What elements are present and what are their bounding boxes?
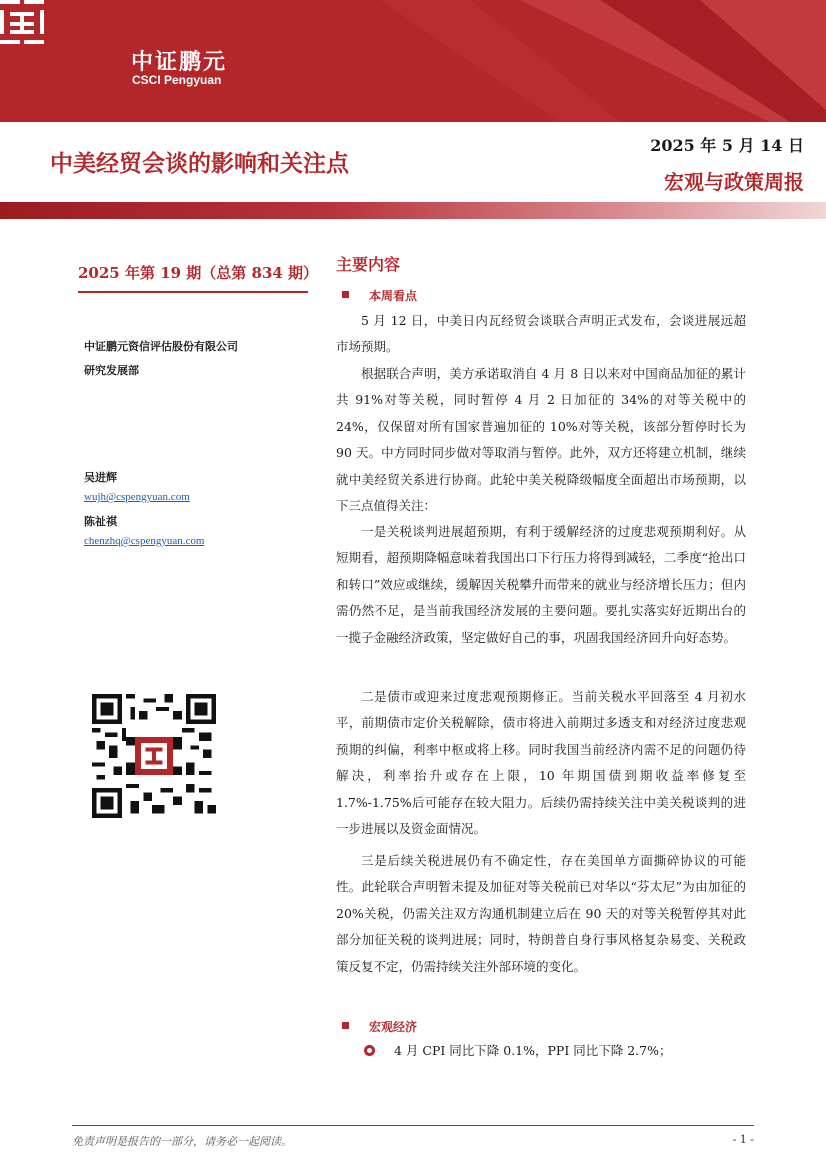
brand-name-en: CSCI Pengyuan (132, 73, 222, 87)
author-email-link[interactable]: chenzhq@cspengyuan.com (84, 535, 205, 547)
footer-disclaimer: 免责声明是报告的一部分，请务必一起阅读。 (72, 1135, 292, 1148)
report-type: 宏观与政策周报 (664, 170, 804, 194)
header-banner (0, 0, 826, 122)
subsection-label: 宏观经济 (369, 1020, 418, 1034)
brand-name-cn: 中证鹏元 (131, 50, 228, 75)
subsection-heading (342, 1018, 417, 1035)
paragraph: 一是关税谈判进展超预期，有利于缓解经济的过度悲观预期利好。从短期看，超预期降幅意味着我国出口下行压力将得到减轻，二季度“抢出口和转口”效应或继续，缓解因关税攀升而带来的就业与经济增长压力；但内需仍然不足，是当前我国经济发展的主要问题。要扎实落实好近期出台的一揽子金融经济政策，坚定做好自己的事，巩固我国经济回升向好态势。 (336, 524, 746, 645)
ring-bullet-icon (364, 1045, 375, 1056)
report-date: 2025 年 5 月 14 日 (650, 136, 804, 155)
square-bullet-icon (342, 291, 349, 298)
org-department: 研究发展部 (84, 364, 139, 377)
bullet-item: 4 月 CPI 同比下降 0.1%，PPI 同比下降 2.7%； (394, 1043, 672, 1058)
subsection-heading (342, 287, 417, 304)
section-title: 主要内容 (336, 255, 401, 274)
author-name: 吴进辉 (84, 471, 117, 484)
footer-divider (72, 1125, 754, 1126)
author-name: 陈祉祺 (84, 515, 117, 528)
header-stripe (0, 202, 826, 219)
paragraph: 根据联合声明，美方承诺取消自 4 月 8 日以来对中国商品加征的累计共 91%对等关税，同时暂停 4 月 2 日加征的 34%的对等关税中的 24%，仅保留对所有国家普遍加征的 10%对等关税，该部分暂停时长为 90 天。中方同时同步做对等取消与暂停。此外，双方还将建立机制，继续就中美经贸关系进行协商。此轮中美关税降级幅度全面超出市场预期，以下三点值得关注： (336, 366, 746, 514)
subsection-label: 本周看点 (369, 289, 418, 303)
paragraph: 三是后续关税进展仍有不确定性，存在美国单方面撕碎协议的可能性。此轮联合声明暂未提及加征对等关税前已对华以“芬太尼”为由加征的 20%关税，仍需关注双方沟通机制建立后在 90 天的对等关税暂停其对此部分加征关税的谈判进展；同时，特朗普自身行事风格复杂易变、关税政策反复不定，仍需持续关注外部环境的变化。 (336, 853, 746, 974)
qr-code-icon[interactable] (92, 694, 216, 818)
page-number: - 1 - (732, 1133, 754, 1146)
banner-decoration (0, 0, 826, 122)
report-title: 中美经贸会谈的影响和关注点 (50, 151, 349, 177)
paragraph: 二是债市或迎来过度悲观预期修正。当前关税水平回落至 4 月初水平，前期债市定价关税解除，债市将进入前期过多透支和对经济过度悲观预期的纠偏，利率中枢或将上移。同时我国当前经济内需不足的问题仍待解决，利率抬升或存在上限，10 年期国债到期收益率修复至 1.7%-1.75%后可能存在较大阻力。后续仍需持续关注中美关税谈判的进一步进展以及资金面情况。 (336, 689, 746, 837)
org-block (84, 335, 238, 383)
issue-divider (78, 291, 308, 293)
org-name: 中证鹏元资信评估股份有限公司 (84, 340, 238, 353)
paragraph: 5 月 12 日，中美日内瓦经贸会谈联合声明正式发布，会谈进展远超市场预期。 (336, 313, 746, 355)
square-bullet-icon (342, 1022, 349, 1029)
brand-logo-icon (0, 0, 44, 44)
author-email-link[interactable]: wujh@cspengyuan.com (84, 491, 190, 503)
issue-number: 2025 年第 19 期（总第 834 期） (78, 264, 319, 282)
